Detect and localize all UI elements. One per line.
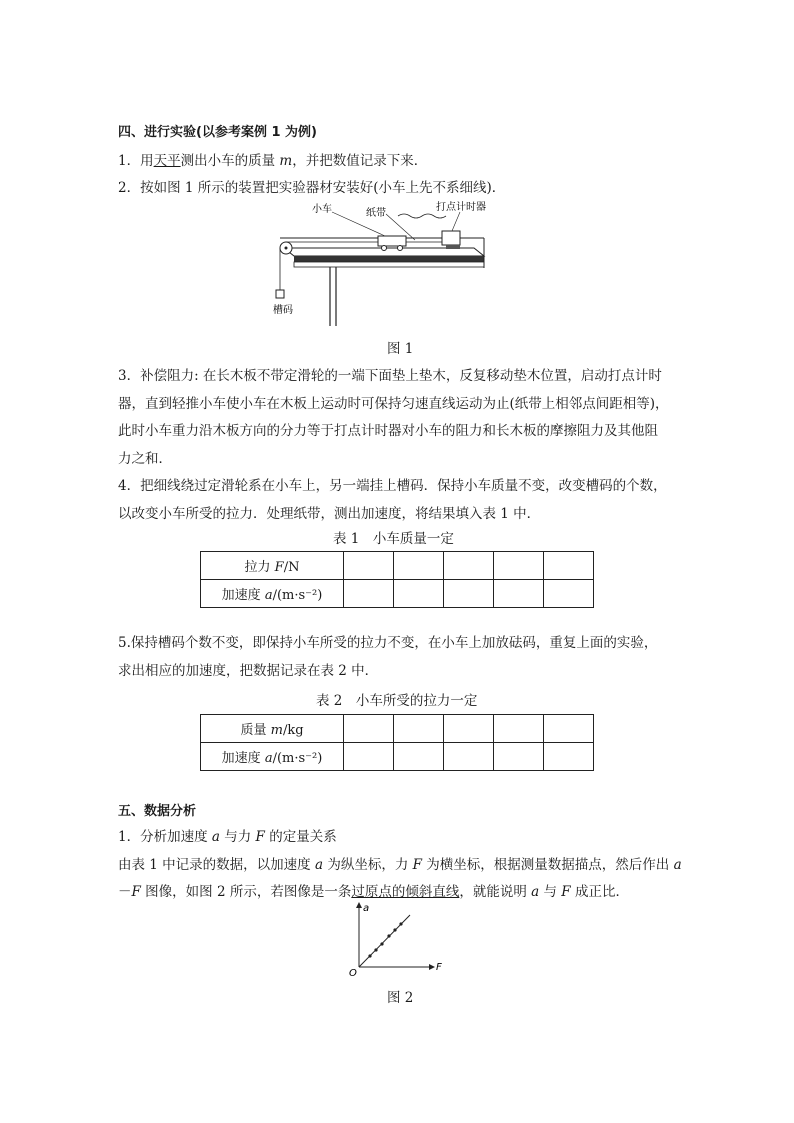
- step-3-line-2: 器，直到轻推小车使小车在木板上运动时可保持匀速直线运动为止(纸带上相邻点间距相等)，: [118, 396, 669, 412]
- step-3-line-4: 力之和．: [118, 451, 172, 467]
- var-F: F: [561, 884, 571, 900]
- para-text: 由表 1 中记录的数据，以加速度: [118, 857, 315, 873]
- step-4-line-2: 以改变小车所受的拉力．处理纸带，测出加速度，将结果填入表 1 中．: [118, 506, 541, 522]
- para-text: －: [118, 884, 132, 900]
- var-a: a: [211, 829, 220, 845]
- step-1-balance-term: 天平: [153, 153, 181, 169]
- figure-1-caption: 图 1: [387, 341, 414, 357]
- timer-icon: [442, 231, 460, 245]
- step-5-line-2: 求出相应的加速度，把数据记录在表 2 中．: [118, 663, 379, 679]
- table-2: [200, 714, 594, 771]
- para-text: 成正比．: [570, 884, 629, 900]
- label-cart: 小车: [312, 204, 332, 215]
- underlined-conclusion: 过原点的倾斜直线: [351, 884, 460, 900]
- board-edge: [294, 256, 484, 262]
- row-label-unit: /(m·s⁻²): [272, 751, 323, 766]
- var-m: m: [270, 723, 283, 738]
- table-cell[interactable]: [394, 715, 444, 743]
- step-5-line-1: 5.保持槽码个数不变，即保持小车所受的拉力不变，在小车上加放砝码，重复上面的实验，: [118, 635, 658, 651]
- para-text: ，就能说明: [459, 884, 532, 900]
- data-point: [387, 934, 390, 937]
- row-label-pre: 加速度: [221, 588, 265, 603]
- table-cell[interactable]: [494, 743, 544, 771]
- weight-icon: [276, 290, 284, 298]
- sub-pre: 1．分析加速度: [118, 829, 212, 845]
- analysis-para-line-2: [118, 880, 629, 900]
- cart-wheel-2: [398, 246, 403, 251]
- data-point: [374, 948, 377, 951]
- table-1-row-force-label: [201, 552, 344, 580]
- para-text: 为纵坐标，力: [323, 857, 413, 873]
- figure-2-graph: [342, 899, 452, 979]
- pulley-axle: [285, 247, 288, 250]
- var-m: m: [279, 153, 293, 169]
- var-a: a: [314, 857, 324, 873]
- axis-label-a: a: [363, 903, 370, 914]
- row-label-unit: /(m·s⁻²): [272, 588, 323, 603]
- section-heading-experiment: 四、进行实验(以参考案例 1 为例): [118, 125, 317, 140]
- data-point: [380, 942, 383, 945]
- table-2-row-accel-label: [201, 743, 344, 771]
- table-cell[interactable]: [394, 552, 444, 580]
- table-cell[interactable]: [544, 552, 594, 580]
- row-label-pre: 拉力: [244, 560, 275, 575]
- timer-base: [446, 245, 460, 249]
- table-cell[interactable]: [394, 580, 444, 608]
- table-1: [200, 551, 594, 608]
- data-point: [393, 928, 396, 931]
- step-1-prefix: 1．用: [118, 153, 154, 169]
- step-1-suffix: ，并把数值记录下来．: [292, 153, 428, 169]
- table-2-row-mass-label: [201, 715, 344, 743]
- step-1-mid: 测出小车的质量: [180, 153, 280, 169]
- para-text: 为横坐标，根据测量数据描点，然后作出: [422, 857, 674, 873]
- table-cell[interactable]: [494, 552, 544, 580]
- figure-1-apparatus: [270, 198, 500, 333]
- table-row: [201, 715, 594, 743]
- table-cell[interactable]: [544, 743, 594, 771]
- table-cell[interactable]: [494, 715, 544, 743]
- var-F: F: [131, 884, 141, 900]
- label-weight: 槽码: [273, 305, 293, 316]
- var-a: a: [264, 588, 273, 603]
- step-3-line-1: 3．补偿阻力: 在长木板不带定滑轮的一端下面垫上垫木，反复移动垫木位置，启动打点计时: [118, 368, 662, 384]
- table-row: [201, 743, 594, 771]
- tape-coil: [398, 214, 446, 218]
- table-cell[interactable]: [444, 552, 494, 580]
- board-bottom: [294, 262, 484, 267]
- step-3-line-3: 此时小车重力沿木板方向的分力等于打点计时器对小车的阻力和长木板的摩擦阻力及其他阻: [118, 423, 658, 439]
- row-label-unit: /N: [283, 560, 300, 575]
- table-cell[interactable]: [444, 743, 494, 771]
- table-cell[interactable]: [544, 580, 594, 608]
- row-label-unit: /kg: [282, 723, 304, 738]
- axis-label-F: F: [436, 962, 442, 973]
- table-cell[interactable]: [544, 715, 594, 743]
- step-1: [118, 149, 427, 169]
- figure-2-caption: 图 2: [387, 990, 414, 1006]
- var-a: a: [531, 884, 540, 900]
- table-cell[interactable]: [344, 743, 394, 771]
- var-a: a: [264, 751, 273, 766]
- table-1-caption: 表 1 小车质量一定: [333, 531, 454, 547]
- step-4-line-1: 4．把细线绕过定滑轮系在小车上，另一端挂上槽码．保持小车质量不变，改变槽码的个数，: [118, 478, 667, 494]
- section-heading-analysis: 五、数据分析: [118, 804, 197, 819]
- para-text: 图像，如图 2 所示，若图像是一条: [140, 884, 352, 900]
- origin-label: O: [349, 968, 357, 979]
- leader-timer: [452, 212, 460, 231]
- var-F: F: [412, 857, 422, 873]
- fit-line: [359, 915, 410, 967]
- table-1-row-accel-label: [201, 580, 344, 608]
- var-a: a: [673, 857, 682, 873]
- cart-wheel: [382, 246, 387, 251]
- cart-icon: [378, 236, 406, 246]
- row-label-pre: 加速度: [221, 751, 265, 766]
- table-cell[interactable]: [394, 743, 444, 771]
- step-2: 2．按如图 1 所示的装置把实验器材安装好(小车上先不系细线)．: [118, 180, 506, 196]
- sub-post: 的定量关系: [264, 829, 337, 845]
- para-text: 与: [539, 884, 562, 900]
- var-F: F: [274, 560, 284, 575]
- data-point: [399, 922, 402, 925]
- table-cell[interactable]: [444, 580, 494, 608]
- table-cell[interactable]: [344, 552, 394, 580]
- table-2-caption: 表 2 小车所受的拉力一定: [316, 693, 478, 709]
- sub-mid: 与力: [219, 829, 256, 845]
- label-timer: 打点计时器: [436, 202, 486, 213]
- table-row: [201, 580, 594, 608]
- var-F: F: [255, 829, 265, 845]
- analysis-para-line-1: [118, 853, 682, 873]
- table-row: [201, 552, 594, 580]
- table-cell[interactable]: [444, 715, 494, 743]
- table-cell[interactable]: [344, 715, 394, 743]
- subheading-1: [118, 825, 337, 845]
- data-point: [368, 954, 371, 957]
- label-tape: 纸带: [366, 208, 386, 219]
- table-cell[interactable]: [494, 580, 544, 608]
- table-cell[interactable]: [344, 580, 394, 608]
- row-label-pre: 质量: [240, 723, 271, 738]
